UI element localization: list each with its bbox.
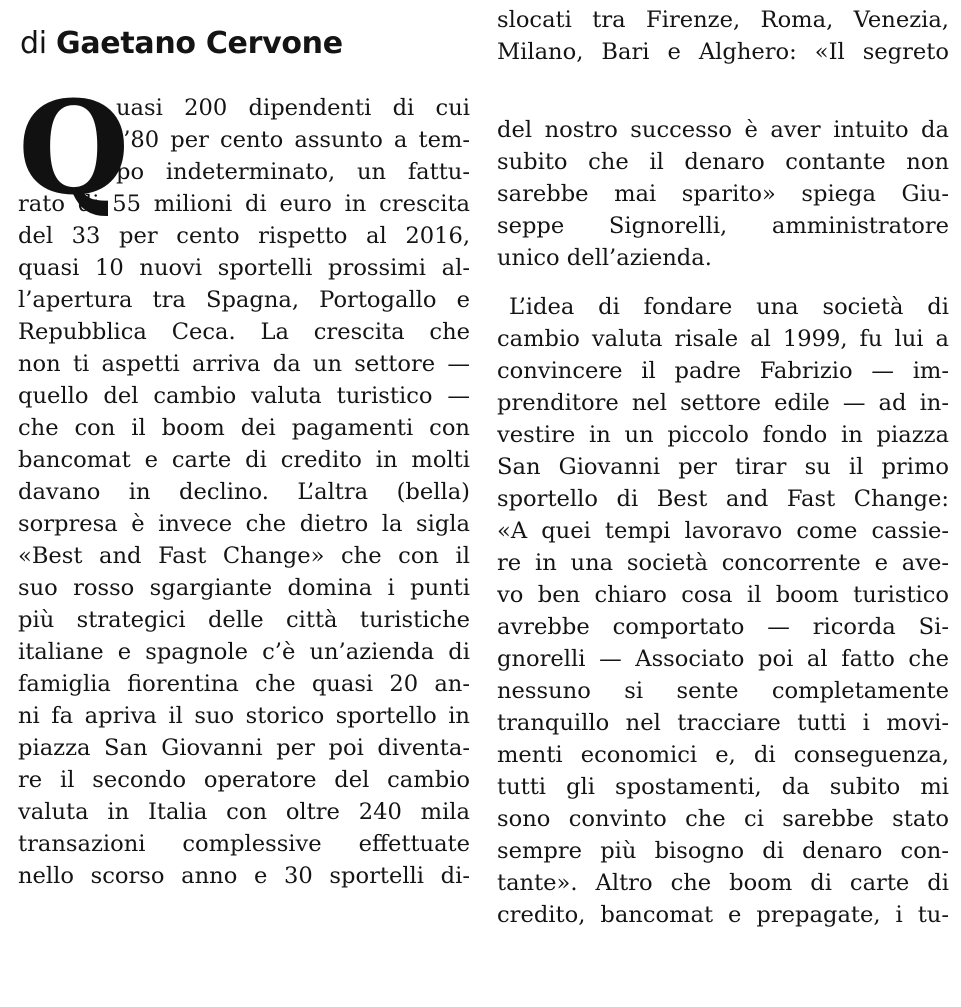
text-line: subito che il denaro contante non	[497, 149, 949, 175]
text-line: «Best and Fast Change» che con il	[18, 543, 470, 569]
text-line: famiglia fiorentina che quasi 20 an-	[18, 671, 470, 697]
text-line: seppe Signorelli, amministratore	[497, 213, 949, 239]
text-line: ni fa apriva il suo storico sportello in	[18, 703, 470, 729]
text-line: davano in declino. L’altra (bella)	[18, 479, 470, 505]
byline	[20, 20, 343, 68]
text-line: unico dell’azienda.	[497, 245, 712, 271]
text-line: rato di 55 milioni di euro in crescita	[18, 191, 470, 217]
text-line: l’apertura tra Spagna, Portogallo e	[18, 287, 470, 313]
text-line: sono convinto che ci sarebbe stato	[497, 806, 949, 832]
text-line: po indeterminato, un fattu-	[116, 159, 470, 185]
right-column-paragraph-1	[497, 114, 949, 274]
text-line: che con il boom dei pagamenti con	[18, 415, 470, 441]
text-line: «A quei tempi lavoravo come cassie-	[497, 518, 949, 544]
text-line: tante». Altro che boom di carte di	[497, 870, 949, 896]
text-line: uasi 200 dipendenti di cui	[116, 95, 470, 121]
text-line: slocati tra Firenze, Roma, Venezia,	[497, 7, 949, 33]
text-line: vestire in un piccolo fondo in piazza	[497, 422, 949, 448]
text-line: L’idea di fondare una società di	[509, 294, 949, 320]
text-line: l’80 per cento assunto a tem-	[116, 127, 470, 153]
text-line: nello scorso anno e 30 sportelli di-	[18, 863, 470, 889]
text-line: non ti aspetti arriva da un settore —	[18, 351, 470, 377]
text-line: credito, bancomat e prepagate, i tu-	[497, 902, 949, 928]
text-line: quello del cambio valuta turistico —	[18, 383, 470, 409]
text-line: tutti gli spostamenti, da subito mi	[497, 774, 949, 800]
byline-author: Gaetano Cervone	[56, 26, 343, 61]
text-line: nessuno si sente completamente	[497, 678, 949, 704]
text-line: valuta in Italia con oltre 240 mila	[18, 799, 470, 825]
text-line: del nostro successo è aver intuito da	[497, 117, 949, 143]
text-line: menti economici e, di conseguenza,	[497, 742, 949, 768]
text-line: San Giovanni per tirar su il primo	[497, 454, 949, 480]
text-line: Milano, Bari e Alghero: «Il segreto	[497, 39, 949, 65]
text-line: gnorelli — Associato poi al fatto che	[497, 646, 949, 672]
text-line: re il secondo operatore del cambio	[18, 767, 470, 793]
text-line: suo rosso sgargiante domina i punti	[18, 575, 470, 601]
text-line: avrebbe comportato — ricorda Si-	[497, 614, 949, 640]
text-line: del 33 per cento rispetto al 2016,	[18, 223, 470, 249]
text-line: convincere il padre Fabrizio — im-	[497, 358, 949, 384]
text-line: sorpresa è invece che dietro la sigla	[18, 511, 470, 537]
text-line: re in una società concorrente e ave-	[497, 550, 949, 576]
text-line: piazza San Giovanni per poi diventa-	[18, 735, 470, 761]
text-line: sarebbe mai sparito» spiega Giu-	[497, 181, 949, 207]
text-line: bancomat e carte di credito in molti	[18, 447, 470, 473]
text-line: quasi 10 nuovi sportelli prossimi al-	[18, 255, 470, 281]
text-line: italiane e spagnole c’è un’azienda di	[18, 639, 470, 665]
byline-prefix: di	[20, 26, 47, 61]
text-line: prenditore nel settore edile — ad in-	[497, 390, 949, 416]
text-line: transazioni complessive effettuate	[18, 831, 470, 857]
right-column-paragraph-2	[497, 291, 949, 931]
text-line: vo ben chiaro cosa il boom turistico	[497, 582, 949, 608]
text-line: più strategici delle città turistiche	[18, 607, 470, 633]
text-line: cambio valuta risale al 1999, fu lui a	[497, 326, 949, 352]
text-line: Repubblica Ceca. La crescita che	[18, 319, 470, 345]
text-line: sempre più bisogno di denaro con-	[497, 838, 949, 864]
article-left-column	[18, 74, 470, 892]
text-line: sportello di Best and Fast Change:	[497, 486, 949, 512]
right-column-continuation	[497, 4, 949, 68]
text-line: tranquillo nel tracciare tutti i movi-	[497, 710, 949, 736]
dropcap-letter: Q	[18, 74, 130, 224]
